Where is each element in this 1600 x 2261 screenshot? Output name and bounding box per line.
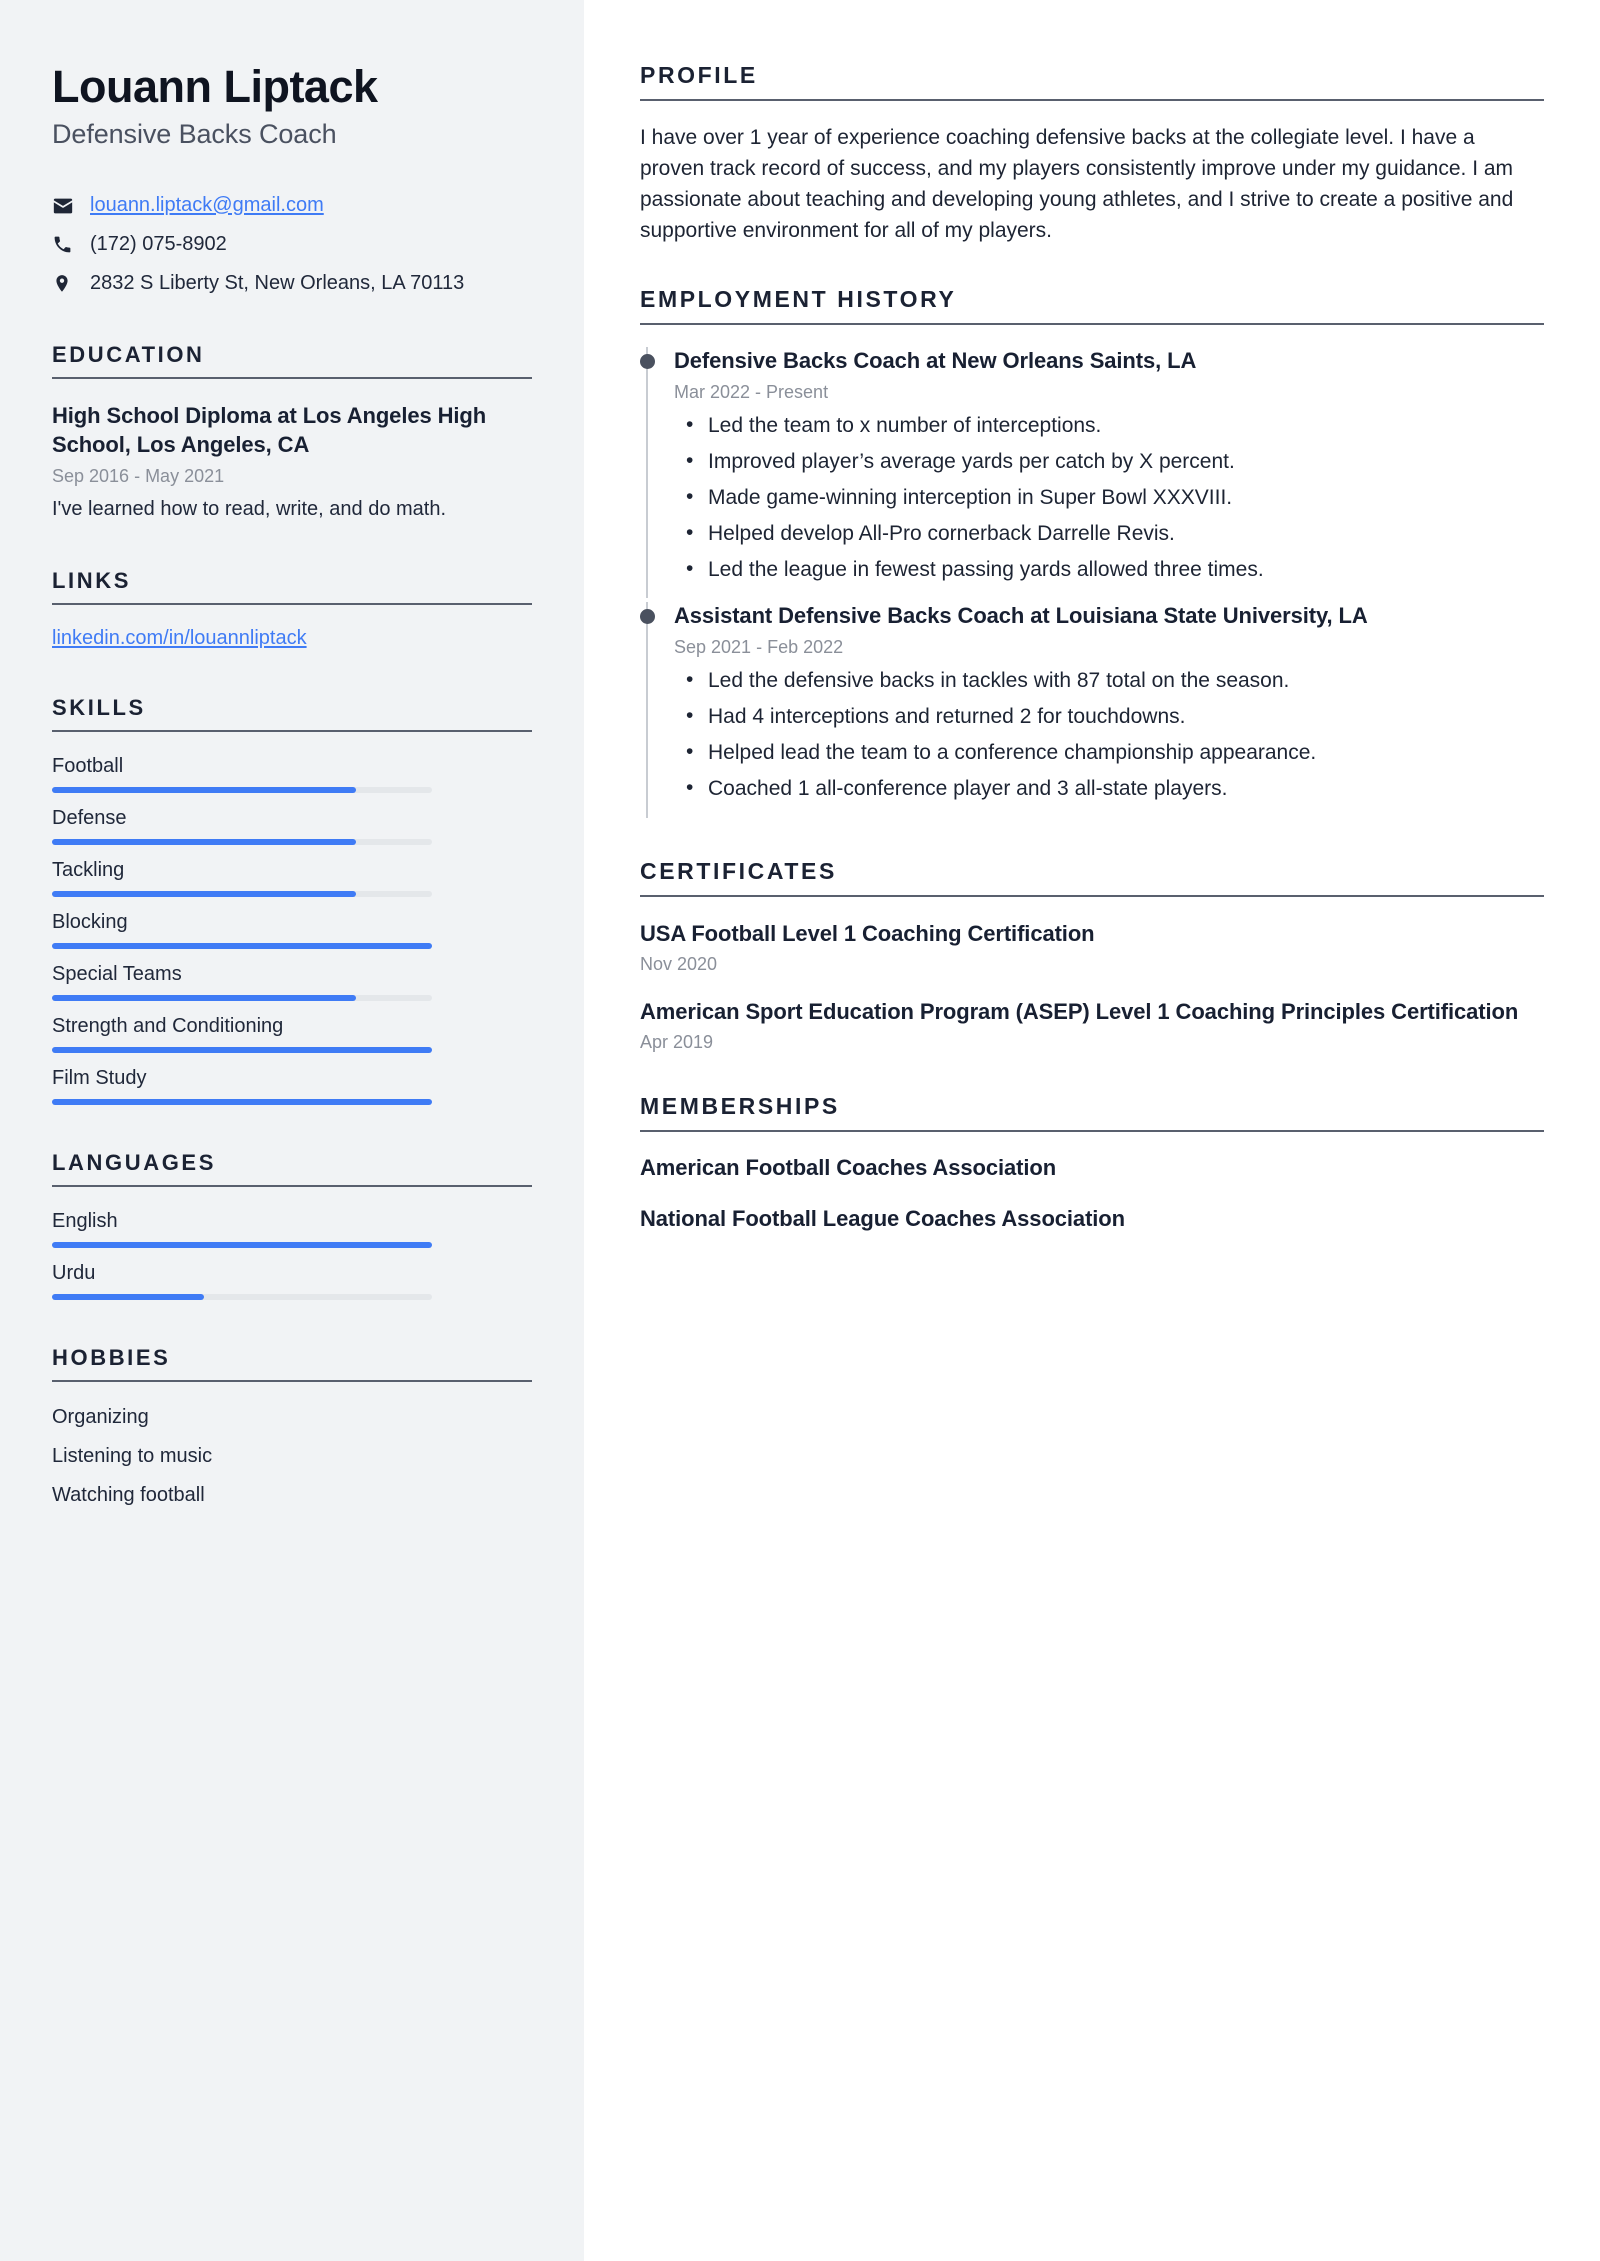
skills-section [52,695,532,1105]
skill-level-track [52,995,432,1001]
skill-level-fill [52,891,356,897]
skill-row [52,754,532,793]
membership-item: National Football League Coaches Association [640,1206,1125,1232]
candidate-role: Defensive Backs Coach [52,118,337,149]
employment-title: Defensive Backs Coach at New Orleans Saints, LA [674,348,1197,374]
language-level-fill [52,1242,432,1248]
sidebar [0,0,584,2261]
contact-phone-row [52,231,532,258]
skill-row [52,1066,532,1105]
hobby-item: Organizing [52,1405,149,1428]
certificate-item [640,997,1544,1053]
employment-divider [640,323,1544,325]
employment-bullet: • Led the team to x number of interceptions. [674,413,1544,440]
skill-label: Special Teams [52,962,182,985]
skill-level-track [52,1047,432,1053]
skill-row [52,806,532,845]
skill-row [52,910,532,949]
skill-label: Strength and Conditioning [52,1014,284,1037]
certificates-divider [640,895,1544,897]
education-heading: EDUCATION [52,342,205,368]
memberships-section [640,1093,1544,1233]
skill-level-fill [52,995,356,1001]
employment-bullet: • Led the league in fewest passing yards allowed three times. [674,557,1544,584]
employment-heading: EMPLOYMENT HISTORY [640,286,957,313]
language-row [52,1209,532,1248]
profile-text: I have over 1 year of experience coaching defensive backs at the collegiate level. I have a proven track record of success, and my players consistently improve under my guidance. I am passionate about teaching and developing young athletes, and I strive to create a positive and supportive environment for all of my players. [640,126,1514,242]
languages-section [52,1150,532,1300]
employment-bullet: • Coached 1 all-conference player and 3 all-state players. [674,776,1544,803]
skill-level-track [52,891,432,897]
employment-bullet: • Helped develop All-Pro cornerback Darrelle Revis. [674,521,1544,548]
employment-entry [640,347,1544,598]
certificate-item [640,919,1544,975]
education-degree: High School Diploma at Los Angeles High School, Los Angeles, CA [52,403,487,458]
skill-level-fill [52,787,356,793]
memberships-list [640,1154,1544,1233]
address-value: 2832 S Liberty St, New Orleans, LA 70113 [90,271,465,294]
timeline-dot-icon [640,609,655,624]
skill-label: Blocking [52,910,128,933]
certificates-heading: CERTIFICATES [640,857,837,884]
skill-level-fill [52,1099,432,1105]
candidate-name: Louann Liptack [52,61,378,112]
email-value[interactable]: louann.liptack@gmail.com [90,193,324,216]
language-row [52,1261,532,1300]
skill-label: Football [52,754,124,777]
language-level-track [52,1242,432,1248]
skill-row [52,1014,532,1053]
employment-timeline [640,347,1544,817]
skill-level-track [52,1099,432,1105]
hobbies-list [52,1404,532,1508]
skill-level-fill [52,839,356,845]
contact-list [52,192,532,298]
contact-email-row[interactable] [52,192,532,219]
skill-level-track [52,943,432,949]
profile-divider [640,99,1544,101]
languages-divider [52,1185,532,1187]
certificate-name: American Sport Education Program (ASEP) Level 1 Coaching Principles Certification [640,998,1519,1024]
location-pin-icon [52,270,80,294]
skills-heading: SKILLS [52,694,146,720]
employment-bullet: • Improved player’s average yards per catch by X percent. [674,449,1544,476]
employment-bullet: • Led the defensive backs in tackles with 87 total on the season. [674,668,1544,695]
certificates-list [640,919,1544,1054]
employment-bullet-list [674,413,1544,598]
employment-section [640,286,1544,817]
links-divider [52,603,532,605]
employment-entry [640,602,1544,817]
skill-level-fill [52,1047,432,1053]
languages-list [52,1209,532,1300]
profile-heading: PROFILE [640,62,758,88]
main-content [584,0,1600,2261]
phone-icon [52,231,80,255]
language-level-track [52,1294,432,1300]
education-section [52,342,532,523]
skill-label: Defense [52,806,127,829]
language-level-fill [52,1294,204,1300]
certificate-name: USA Football Level 1 Coaching Certification [640,920,1095,946]
employment-bullet: • Had 4 interceptions and returned 2 for touchdowns. [674,704,1544,731]
employment-title: Assistant Defensive Backs Coach at Louisiana State University, LA [674,603,1368,629]
membership-item: American Football Coaches Association [640,1155,1057,1181]
contact-address-row [52,270,532,297]
envelope-icon [52,192,80,217]
employment-date: Sep 2021 - Feb 2022 [674,637,844,657]
link-item-linkedin[interactable]: linkedin.com/in/louannliptack [52,626,307,649]
memberships-divider [640,1130,1544,1132]
hobby-item: Watching football [52,1483,205,1506]
skill-label: Film Study [52,1066,147,1089]
employment-bullet: • Made game-winning interception in Super Bowl XXXVIII. [674,485,1544,512]
employment-bullet-list [674,668,1544,818]
skill-label: Tackling [52,858,125,881]
skill-level-fill [52,943,432,949]
hobbies-divider [52,1380,532,1382]
skill-level-track [52,839,432,845]
language-label: English [52,1209,118,1232]
employment-date: Mar 2022 - Present [674,382,829,403]
education-description: I've learned how to read, write, and do math. [52,497,447,520]
language-label: Urdu [52,1261,96,1284]
skill-row [52,962,532,1001]
timeline-dot-icon [640,354,655,369]
skills-divider [52,730,532,732]
certificate-date: Nov 2020 [640,953,718,974]
memberships-heading: MEMBERSHIPS [640,1093,840,1120]
profile-section [640,62,1544,246]
skill-level-track [52,787,432,793]
certificates-section [640,858,1544,1054]
hobbies-heading: HOBBIES [52,1344,171,1370]
hobby-item: Listening to music [52,1444,213,1467]
education-item [52,401,532,523]
phone-value: (172) 075-8902 [90,232,227,255]
languages-heading: LANGUAGES [52,1149,216,1175]
links-section [52,568,532,650]
certificate-date: Apr 2019 [640,1032,714,1053]
hobbies-section [52,1345,532,1508]
skill-row [52,858,532,897]
skills-list [52,754,532,1105]
employment-bullet: • Helped lead the team to a conference championship appearance. [674,740,1544,767]
education-divider [52,377,532,379]
education-date: Sep 2016 - May 2021 [52,465,225,486]
links-heading: LINKS [52,567,131,593]
